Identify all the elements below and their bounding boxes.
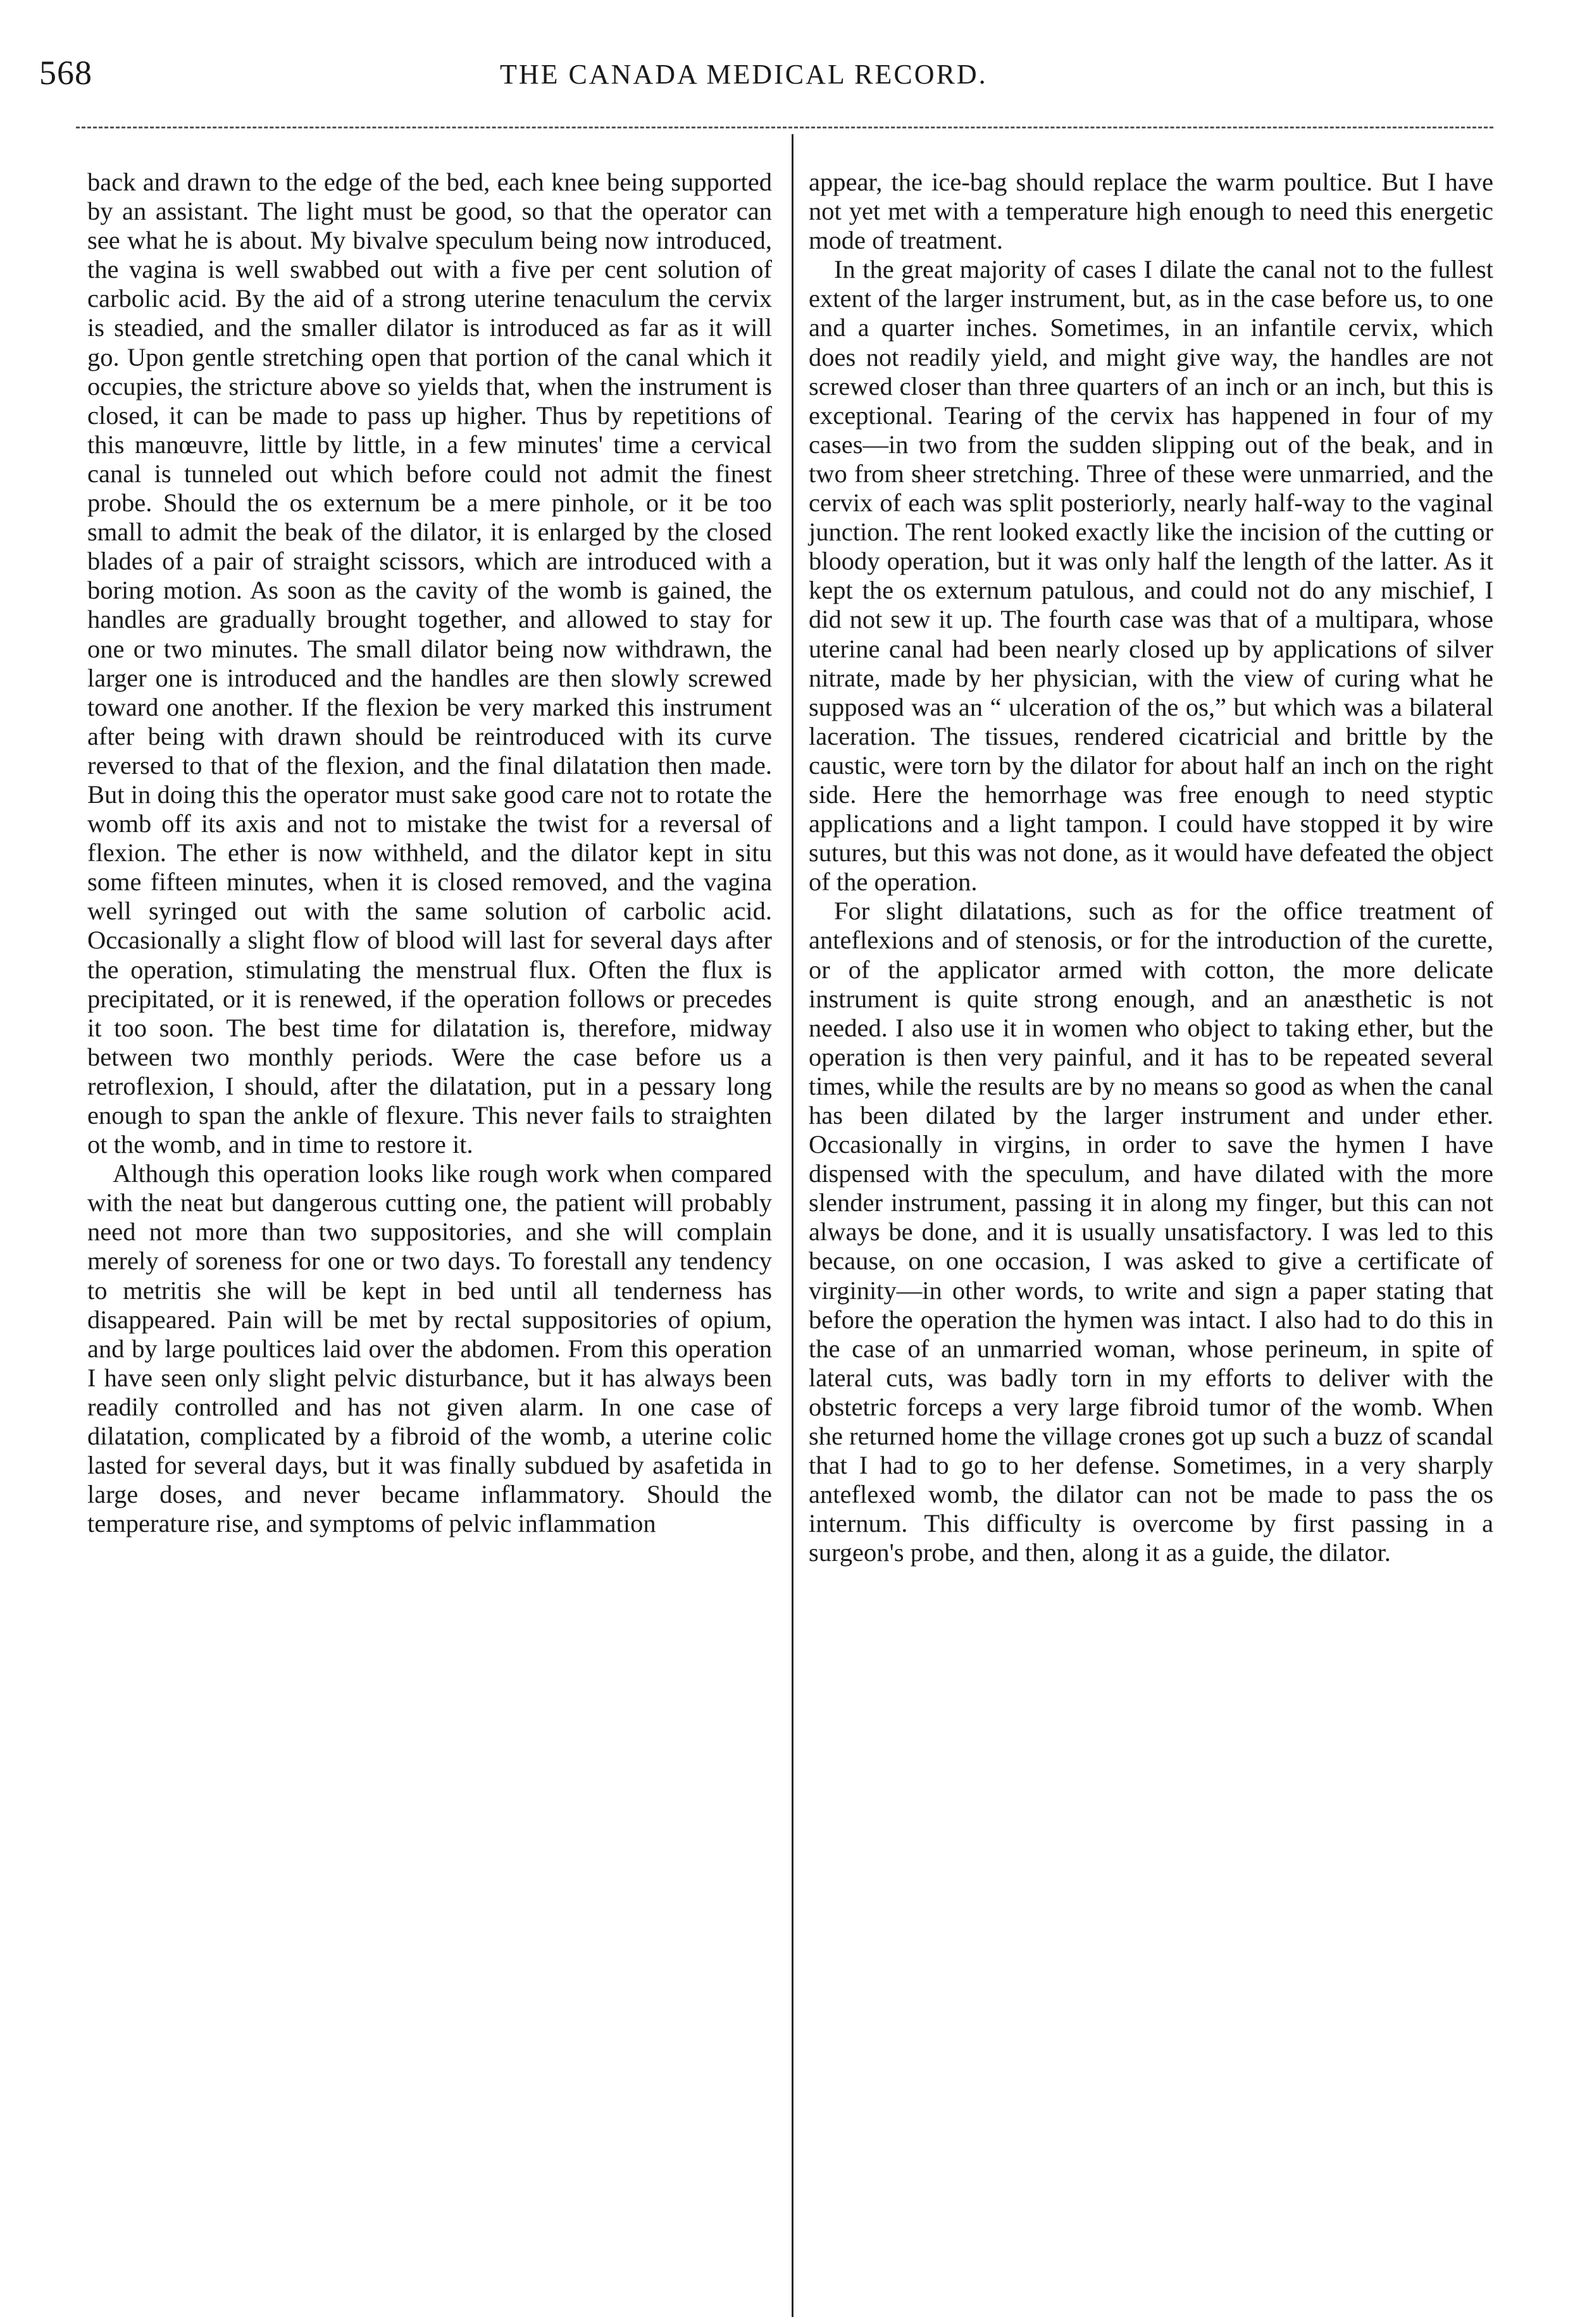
left-column [87,168,772,1538]
column-divider [792,134,794,2317]
running-head: THE CANADA MEDICAL RECORD. [500,59,988,90]
left-paragraph-2: Although this operation looks like rough work when compared with the neat but dangerous cutting one, the patient will probably need not more than two suppositories, and she will complain merely of soreness for one or two days. To forestall any tendency to metritis she will be kept in bed until all tenderness has disappeared. Pain will be met by rectal suppositories of opium, and by large poultices laid over the abdomen. From this operation I have seen only slight pelvic disturbance, but it has always been readily controlled and has not given alarm. In one case of dilatation, complicated by a fibroid of the womb, a uterine colic lasted for several days, but it was finally subdued by asafetida in large doses, and never became inflammatory. Should the temperature rise, and symptoms of pelvic inflammation [87,1159,772,1538]
page-number: 568 [39,54,92,92]
right-paragraph-2: In the great majority of cases I dilate the canal not to the fullest extent of the larger instrument, but, as in the case before us, to one and a quarter inches. Sometimes, in an infantile cervix, which does not readily yield, and might give way, the handles are not screwed closer than three quarters of an inch or an inch, but this is exceptional. Tearing of the cervix has happened in four of my cases—in two from the sudden slipping out of the beak, and in two from sheer stretching. Three of these were unmarried, and the cervix of each was split posteriorly, nearly half-way to the vaginal junction. The rent looked exactly like the incision of the cutting or bloody operation, but it was only half the length of the latter. As it kept the os externum patulous, and could not do any mischief, I did not sew it up. The fourth case was that of a multipara, whose uterine canal had been nearly closed up by applications of silver nitrate, made by her physician, with the view of curing what he supposed was an “ ulceration of the os,” but which was a bilateral laceration. The tissues, rendered cicatricial and brittle by the caustic, were torn by the dilator for about half an inch on the right side. Here the hemorrhage was free enough to need styptic applications and a light tampon. I could have stopped it by wire sutures, but this was not done, as it would have defeated the object of the operation. [809,255,1493,897]
right-column [809,168,1493,1568]
header-rule [76,127,1493,128]
left-paragraph-1: back and drawn to the edge of the bed, each knee being supported by an assistant. The light must be good, so that the operator can see what he is about. My bivalve speculum being now introduced, the vagina is well swabbed out with a five per cent solution of carbolic acid. By the aid of a strong uterine tenaculum the cervix is steadied, and the smaller dilator is introduced as far as it will go. Upon gentle stretching open that portion of the canal which it occupies, the stricture above so yields that, when the instrument is closed, it can be made to pass up higher. Thus by repetitions of this manœuvre, little by little, in a few minutes' time a cervical canal is tunneled out which before could not admit the finest probe. Should the os externum be a mere pinhole, or it be too small to admit the beak of the dilator, it is enlarged by the closed blades of a pair of straight scissors, which are introduced with a boring motion. As soon as the cavity of the womb is gained, the handles are gradually brought together, and allowed to stay for one or two minutes. The small dilator being now withdrawn, the larger one is introduced and the handles are then slowly screwed toward one another. If the flexion be very marked this instrument after being with drawn should be reintroduced with its curve reversed to that of the flexion, and the final dilatation then made. But in doing this the operator must sake good care not to rotate the womb off its axis and not to mistake the twist for a reversal of flexion. The ether is now withheld, and the dilator kept in situ some fifteen minutes, when it is closed removed, and the vagina well syringed out with the same solution of carbolic acid. Occasionally a slight flow of blood will last for several days after the operation, stimulating the menstrual flux. Often the flux is precipitated, or it is renewed, if the operation follows or precedes it too soon. The best time for dilatation is, therefore, midway between two monthly periods. Were the case before us a retroflexion, I should, after the dilatation, put in a pessary long enough to span the ankle of flexure. This never fails to straighten ot the womb, and in time to restore it. [87,168,772,1159]
right-paragraph-1: appear, the ice-bag should replace the warm poultice. But I have not yet met with a temperature high enough to need this energetic mode of treatment. [809,168,1493,255]
right-paragraph-3: For slight dilatations, such as for the office treatment of anteflexions and of stenosis, or for the introduction of the curette, or of the applicator armed with cotton, the more delicate instrument is quite strong enough, and an anæsthetic is not needed. I also use it in women who object to taking ether, but the operation is then very painful, and it has to be repeated several times, while the results are by no means so good as when the canal has been dilated by the larger instrument and under ether. Occasionally in virgins, in order to save the hymen I have dispensed with the speculum, and have dilated with the more slender instrument, passing it in along my finger, but this can not always be done, and it is usually unsatisfactory. I was led to this because, on one occasion, I was asked to give a certificate of virginity—in other words, to write and sign a paper stating that before the operation the hymen was intact. I also had to do this in the case of an unmarried woman, whose perineum, in spite of lateral cuts, was badly torn in my efforts to deliver with the obstetric forceps a very large fibroid tumor of the womb. When she returned home the village crones got up such a buzz of scandal that I had to go to her defense. Sometimes, in a very sharply anteflexed womb, the dilator can not be made to pass the os internum. This difficulty is overcome by first passing in a surgeon's probe, and then, along it as a guide, the dilator. [809,897,1493,1567]
